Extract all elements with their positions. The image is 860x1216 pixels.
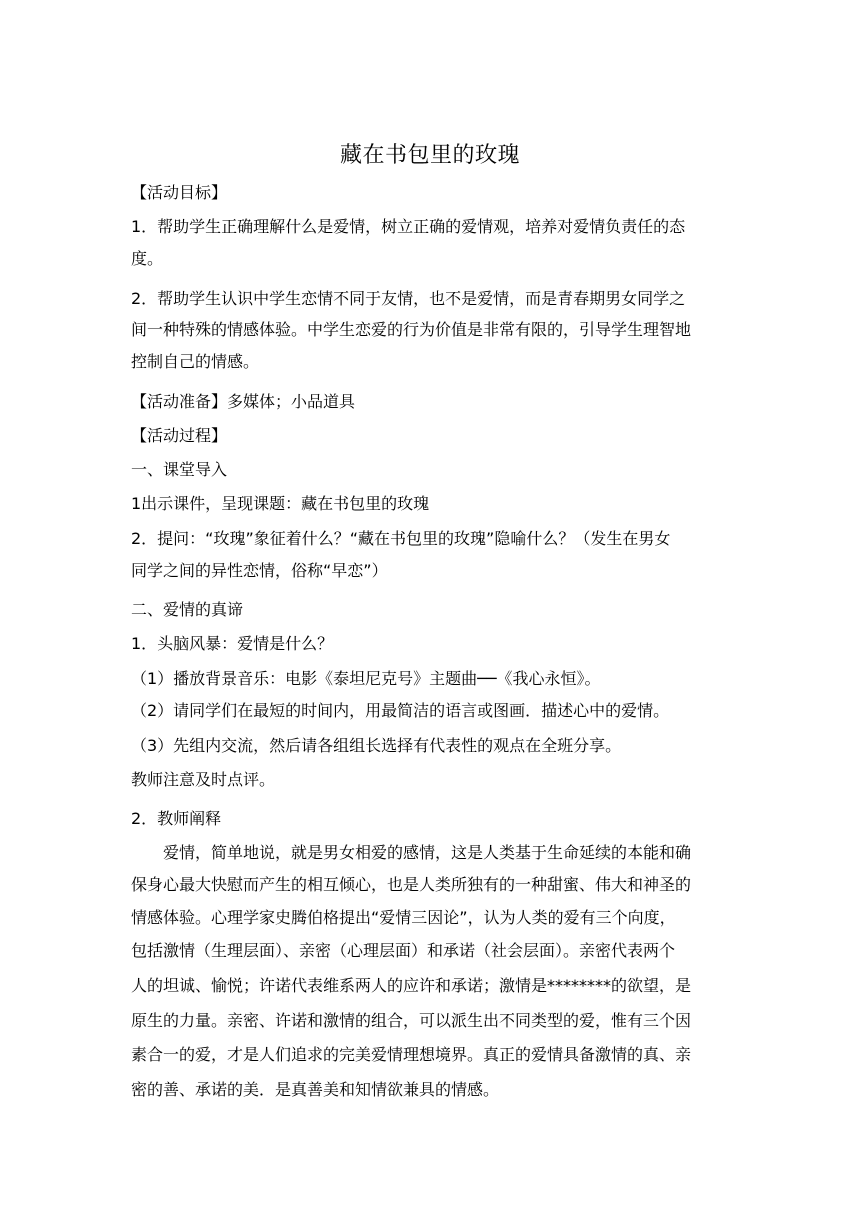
brainstorm-heading: 1．头脑风暴：爱情是什么？	[131, 634, 334, 653]
explanation-line-1: 爱情，简单地说，就是男女相爱的感情，这是人类基于生命延续的本能和确	[163, 843, 692, 862]
brainstorm-item-1: （1）播放背景音乐：电影《泰坦尼克号》主题曲──《我心永恒》。	[131, 669, 601, 688]
brainstorm-item-2: （2）请同学们在最短的时间内，用最简洁的语言或图画．描述心中的爱情。	[131, 701, 670, 720]
teacher-explanation-heading: 2．教师阐释	[131, 809, 222, 828]
brainstorm-item-3: （3）先组内交流，然后请各组组长选择有代表性的观点在全班分享。	[131, 736, 622, 755]
explanation-line-2: 保身心最大快慰而产生的相互倾心，也是人类所独有的一种甜蜜、伟大和神圣的	[131, 875, 692, 894]
explanation-line-8: 密的善、承诺的美．是真善美和知情欲兼具的情感。	[131, 1080, 500, 1099]
document-title: 藏在书包里的玫瑰	[339, 143, 520, 168]
intro-step-2-line-2: 同学之间的异性恋情，俗称“早恋”）	[131, 561, 388, 580]
goal-2-line-2: 间一种特殊的情感体验。中学生恋爱的行为价值是非常有限的，引导学生理智地	[131, 320, 692, 339]
explanation-line-3: 情感体验。心理学家史腾伯格提出“爱情三因论”，认为人类的爱有三个向度，	[131, 908, 676, 927]
subsection-intro: 一、课堂导入	[131, 460, 228, 479]
goal-2-line-3: 控制自己的情感。	[131, 352, 260, 371]
goal-1-line-1: 1．帮助学生正确理解什么是爱情，树立正确的爱情观，培养对爱情负责任的态	[131, 217, 686, 236]
subsection-truth-of-love: 二、爱情的真谛	[131, 600, 244, 619]
intro-step-2-line-1: 2．提问：“玫瑰”象征着什么？“藏在书包里的玫瑰”隐喻什么？（发生在男女	[131, 529, 671, 548]
section-heading-goals: 【活动目标】	[131, 183, 228, 202]
explanation-line-7: 素合一的爱，才是人们追求的完美爱情理想境界。真正的爱情具备激情的真、亲	[131, 1045, 692, 1064]
explanation-line-6: 原生的力量。亲密、许诺和激情的组合，可以派生出不同类型的爱，惟有三个因	[131, 1011, 692, 1030]
intro-step-1: 1出示课件，呈现课题：藏在书包里的玫瑰	[131, 494, 430, 513]
goal-2-line-1: 2．帮助学生认识中学生恋情不同于友情，也不是爱情，而是青春期男女同学之	[131, 289, 686, 308]
teacher-note: 教师注意及时点评。	[131, 770, 276, 789]
goal-1-line-2: 度。	[131, 249, 164, 268]
section-heading-process: 【活动过程】	[131, 426, 228, 445]
explanation-line-5: 人的坦诚、愉悦；许诺代表维系两人的应许和承诺；激情是********的欲望，是	[131, 976, 692, 995]
explanation-line-4: 包括激情（生理层面）、亲密（心理层面）和承诺（社会层面）。亲密代表两个	[131, 941, 676, 960]
section-heading-preparation: 【活动准备】多媒体；小品道具	[131, 392, 356, 411]
